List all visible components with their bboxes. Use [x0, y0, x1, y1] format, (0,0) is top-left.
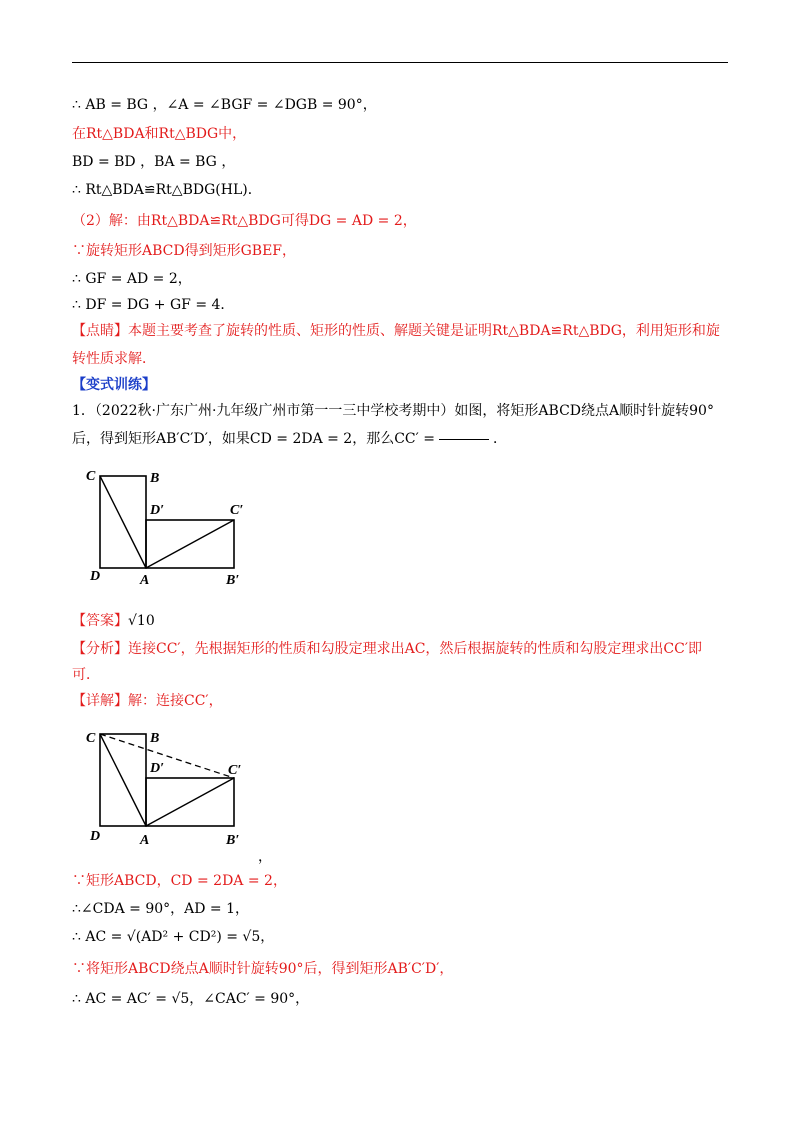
label-D1: D′: [150, 503, 165, 518]
segment-AC1: [146, 520, 234, 568]
segment-CA: [100, 476, 146, 568]
detail-line-2: ∵矩形ABCD，CD = 2DA = 2，: [72, 873, 287, 889]
label-B: B: [150, 471, 160, 486]
answer-line: [72, 612, 155, 630]
answer-label: 【答案】: [72, 613, 128, 629]
detail-line-4: ∴ AC = √(AD² + CD²) = √5，: [72, 929, 275, 945]
label-C: C: [86, 469, 96, 484]
label-C1: C′: [228, 763, 242, 778]
detail-line-1: 【详解】解：连接CC′，: [72, 693, 223, 709]
question-line-2: [72, 430, 507, 448]
proof-line-4: ∴ Rt△BDA≌Rt△BDG(HL)．: [72, 182, 262, 198]
detail-line-5: ∵将矩形ABCD绕点A顺时针旋转90°后，得到矩形AB′C′D′，: [72, 961, 454, 977]
proof-line-2: 在Rt△BDA和Rt△BDG中，: [72, 126, 247, 142]
label-C: C: [86, 731, 96, 746]
label-B1: B′: [226, 833, 240, 848]
label-B: B: [150, 731, 160, 746]
question-line-1: 1．（2022秋·广东广州·九年级广州市第一一三中学校考期中）如图，将矩形ABCD绕点A顺时针旋转90°: [72, 403, 714, 419]
solution-line-6: ∵旋转矩形ABCD得到矩形GBEF，: [72, 243, 296, 259]
question-period: ．: [493, 431, 508, 447]
solution-line-8: ∴ DF = DG + GF = 4．: [72, 297, 235, 313]
figure-1: [80, 460, 270, 590]
answer-blank: [439, 439, 489, 440]
comment-line-1: 【点睛】本题主要考查了旋转的性质、矩形的性质、解题关键是证明Rt△BDA≌Rt△BDG，利用矩形和旋: [72, 323, 720, 339]
label-A: A: [140, 573, 150, 588]
label-C1: C′: [230, 503, 244, 518]
section-heading: 【变式训练】: [72, 377, 156, 393]
header-rule: [72, 62, 728, 63]
question-text: 后，得到矩形AB′C′D′，如果CD = 2DA = 2，那么CC′ =: [72, 431, 436, 447]
figure-comma: ，: [258, 849, 272, 865]
figure-2: [80, 722, 270, 852]
comment-line-2: 转性质求解．: [72, 351, 156, 367]
solution-line-7: ∴ GF = AD = 2，: [72, 271, 192, 287]
segment-CA: [100, 734, 146, 826]
label-B1: B′: [226, 573, 240, 588]
label-D1: D′: [150, 761, 165, 776]
solution-line-5: （2）解：由Rt△BDA≌Rt△BDG可得DG = AD = 2，: [72, 213, 417, 229]
segment-CC1-dashed: [100, 734, 234, 778]
analysis-line-1: 【分析】连接CC′，先根据矩形的性质和勾股定理求出AC，然后根据旋转的性质和勾股定理求出CC′即: [72, 641, 703, 657]
proof-line-1: ∴ AB = BG ，∠A = ∠BGF = ∠DGB = 90°，: [72, 97, 377, 113]
detail-line-3: ∴∠CDA = 90°，AD = 1，: [72, 901, 250, 917]
answer-value: √10: [128, 613, 155, 629]
segment-AC1: [146, 778, 234, 826]
analysis-line-2: 可．: [72, 667, 100, 683]
proof-line-3: BD = BD ，BA = BG ，: [72, 154, 236, 170]
label-A: A: [140, 833, 150, 848]
detail-line-6: ∴ AC = AC′ = √5，∠CAC′ = 90°，: [72, 991, 310, 1007]
label-D: D: [90, 829, 101, 844]
label-D: D: [90, 569, 101, 584]
